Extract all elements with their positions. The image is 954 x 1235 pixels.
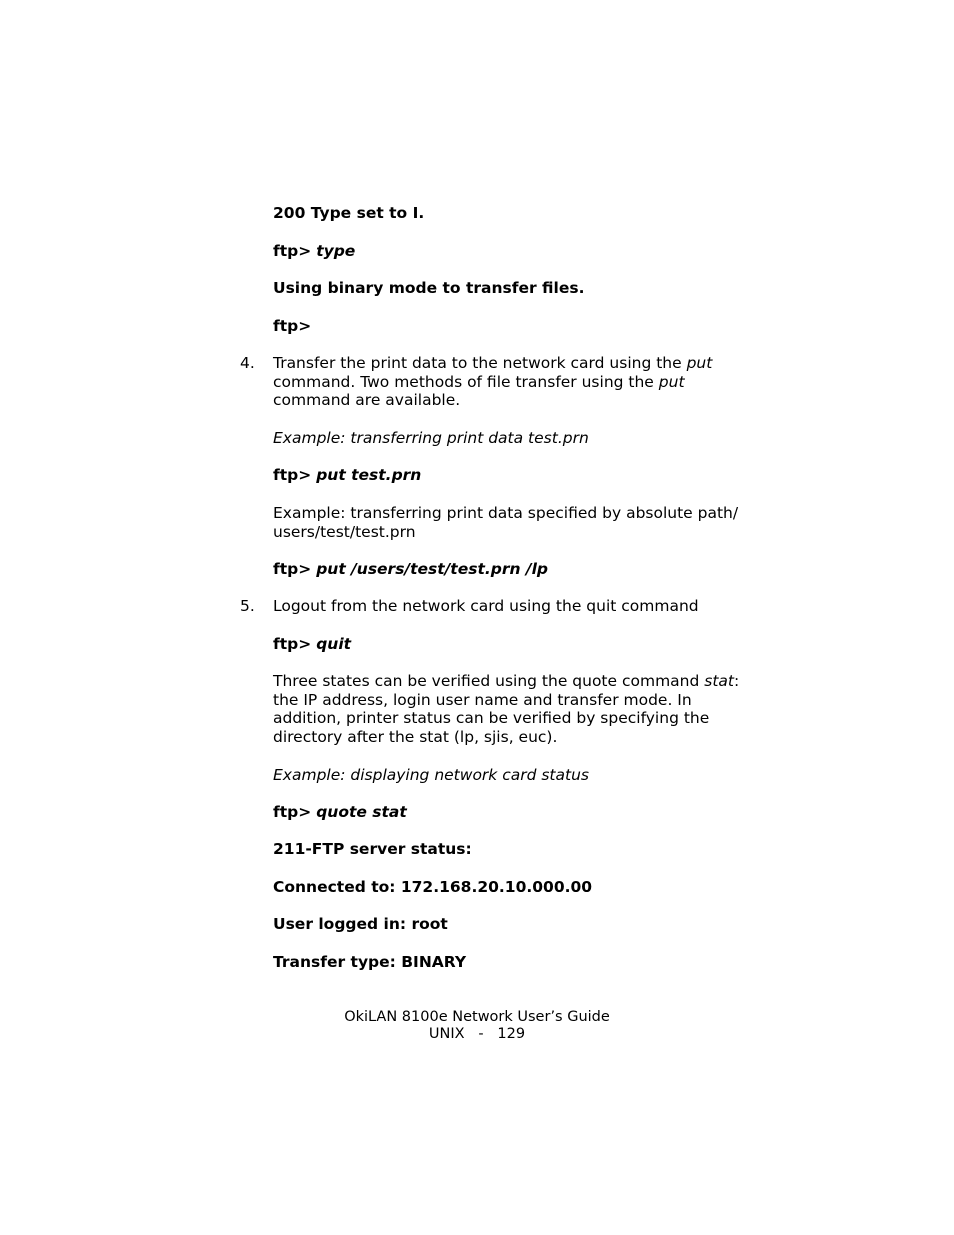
step-4-line-1: Transfer the print data to the network card using the put (273, 354, 713, 372)
step-4-text (273, 354, 763, 410)
command-text: type (316, 242, 356, 260)
ftp-put-path-command (273, 560, 763, 579)
logged-in-line: User logged in: root (273, 915, 448, 933)
example-test-prn: Example: transferring print data test.prn (273, 429, 589, 447)
ftp-put-command (273, 466, 763, 485)
ftp-prompt: ftp> (273, 803, 312, 821)
command-text: quit (316, 635, 352, 653)
ftp-prompt: ftp> (273, 242, 312, 260)
command-text: quote stat (316, 803, 407, 821)
transfer-type-line: Transfer type: BINARY (273, 953, 467, 971)
connected-line: Connected to: 172.168.20.10.000.00 (273, 878, 593, 896)
states-line-4: directory after the stat (lp, sjis, euc). (273, 727, 558, 746)
ftp-quote-stat-command (273, 803, 763, 822)
command-text: put /users/test/test.prn /lp (316, 560, 548, 578)
step-4-line-3: command are available. (273, 391, 461, 409)
ftp-prompt: ftp> (273, 466, 312, 484)
step-number-4: 4. (240, 354, 255, 372)
example-absolute-path: Example: transferring print data specified by absolute path/ users/test/test.prn (273, 504, 739, 541)
ftp-prompt-line: ftp> (273, 317, 312, 335)
type-set-line: 200 Type set to I. (273, 204, 425, 222)
footer-page-number: UNIX - 129 (428, 1026, 526, 1042)
example-network-status: Example: displaying network card status (273, 766, 589, 784)
footer-title: OkiLAN 8100e Network User’s Guide (344, 1009, 610, 1025)
states-line-2: the IP address, login user name and transfer mode. In (273, 690, 692, 709)
binary-mode-line: Using binary mode to transfer files. (273, 279, 585, 297)
command-text: put test.prn (316, 466, 422, 484)
server-status-line: 211-FTP server status: (273, 840, 472, 858)
step-4-line-2: command. Two methods of file transfer using the put (273, 372, 685, 391)
ftp-prompt: ftp> (273, 635, 312, 653)
ftp-prompt: ftp> (273, 560, 312, 578)
ftp-type-command (273, 242, 763, 261)
step-5-text: Logout from the network card using the quit command (273, 597, 699, 615)
ftp-quit-command (273, 635, 763, 654)
step-number-5: 5. (240, 597, 255, 615)
states-paragraph (273, 672, 763, 746)
states-line-1: Three states can be verified using the quote command stat: (273, 672, 740, 690)
states-line-3: addition, printer status can be verified by specifying the (273, 709, 710, 727)
